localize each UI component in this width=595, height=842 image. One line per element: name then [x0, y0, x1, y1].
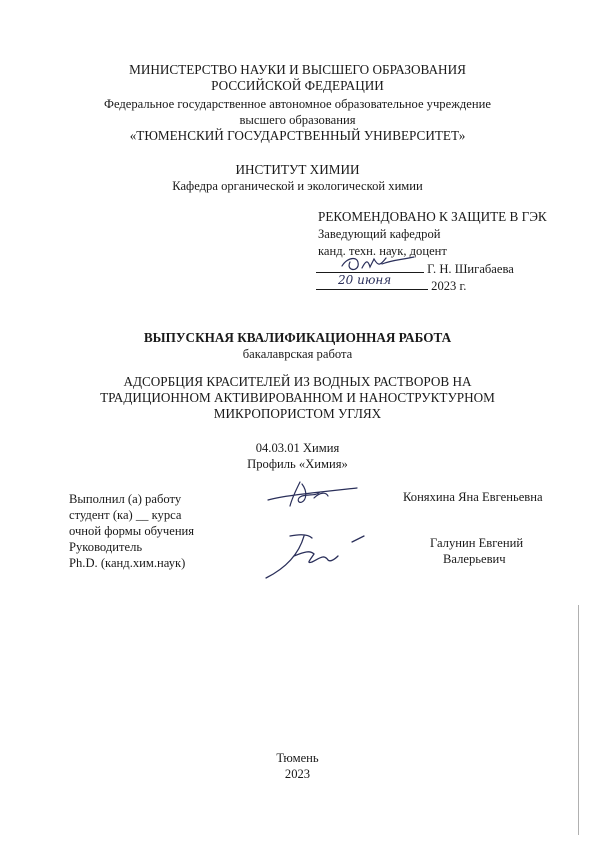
- supervisor-name-1: Галунин Евгений: [430, 536, 524, 550]
- university-name: «ТЮМЕНСКИЙ ГОСУДАРСТВЕННЫЙ УНИВЕРСИТЕТ»: [129, 128, 466, 143]
- footer-city: Тюмень: [276, 751, 319, 765]
- specialty-profile: Профиль «Химия»: [247, 457, 348, 471]
- supervisor-label-2: Ph.D. (канд.хим.наук): [69, 556, 186, 570]
- ministry-line-1: МИНИСТЕРСТВО НАУКИ И ВЫСШЕГО ОБРАЗОВАНИЯ: [129, 62, 466, 77]
- supervisor-name-2: Валерьевич: [443, 552, 506, 566]
- student-label-1: Выполнил (а) работу: [69, 492, 182, 506]
- approval-date-underline: [316, 273, 428, 290]
- approval-year: 2023 г.: [431, 279, 467, 293]
- work-type: ВЫПУСКНАЯ КВАЛИФИКАЦИОННАЯ РАБОТА: [143, 330, 452, 345]
- department-name: Кафедра органической и экологической химии: [172, 179, 423, 193]
- approval-position: Заведующий кафедрой: [318, 227, 441, 241]
- specialty-code: 04.03.01 Химия: [255, 441, 340, 455]
- work-title-line-2: ТРАДИЦИОННОМ АКТИВИРОВАННОМ И НАНОСТРУКТУРНОМ: [100, 390, 495, 405]
- student-label-2: студент (ка) __ курса: [69, 508, 182, 522]
- work-title-line-1: АДСОРБЦИЯ КРАСИТЕЛЕЙ ИЗ ВОДНЫХ РАСТВОРОВ НА: [123, 374, 472, 389]
- head-name: Г. Н. Шигабаева: [427, 262, 514, 276]
- work-subtype: бакалаврская работа: [242, 347, 353, 361]
- approval-degree: канд. техн. наук, доцент: [318, 244, 447, 258]
- work-title-line-3: МИКРОПОРИСТОМ УГЛЯХ: [213, 406, 382, 421]
- scan-edge-line: [578, 605, 579, 835]
- supervisor-signature-image: [260, 526, 372, 586]
- ministry-line-2: РОССИЙСКОЙ ФЕДЕРАЦИИ: [211, 78, 384, 93]
- student-label-3: очной формы обучения: [69, 524, 195, 538]
- institute-name: ИНСТИТУТ ХИМИИ: [235, 162, 360, 177]
- institution-line-1: Федеральное государственное автономное образовательное учреждение: [104, 97, 491, 111]
- institution-line-2: высшего образования: [239, 113, 356, 127]
- student-signature-image: [262, 478, 362, 510]
- footer-year: 2023: [284, 767, 311, 781]
- approval-title: РЕКОМЕНДОВАНО К ЗАЩИТЕ В ГЭК: [318, 209, 547, 224]
- approval-date-line: [316, 273, 467, 294]
- student-name: Коняхина Яна Евгеньевна: [403, 490, 543, 504]
- head-signature-image: [338, 252, 418, 274]
- supervisor-label-1: Руководитель: [69, 540, 143, 554]
- approval-date-handwritten: 20 июня: [338, 273, 392, 287]
